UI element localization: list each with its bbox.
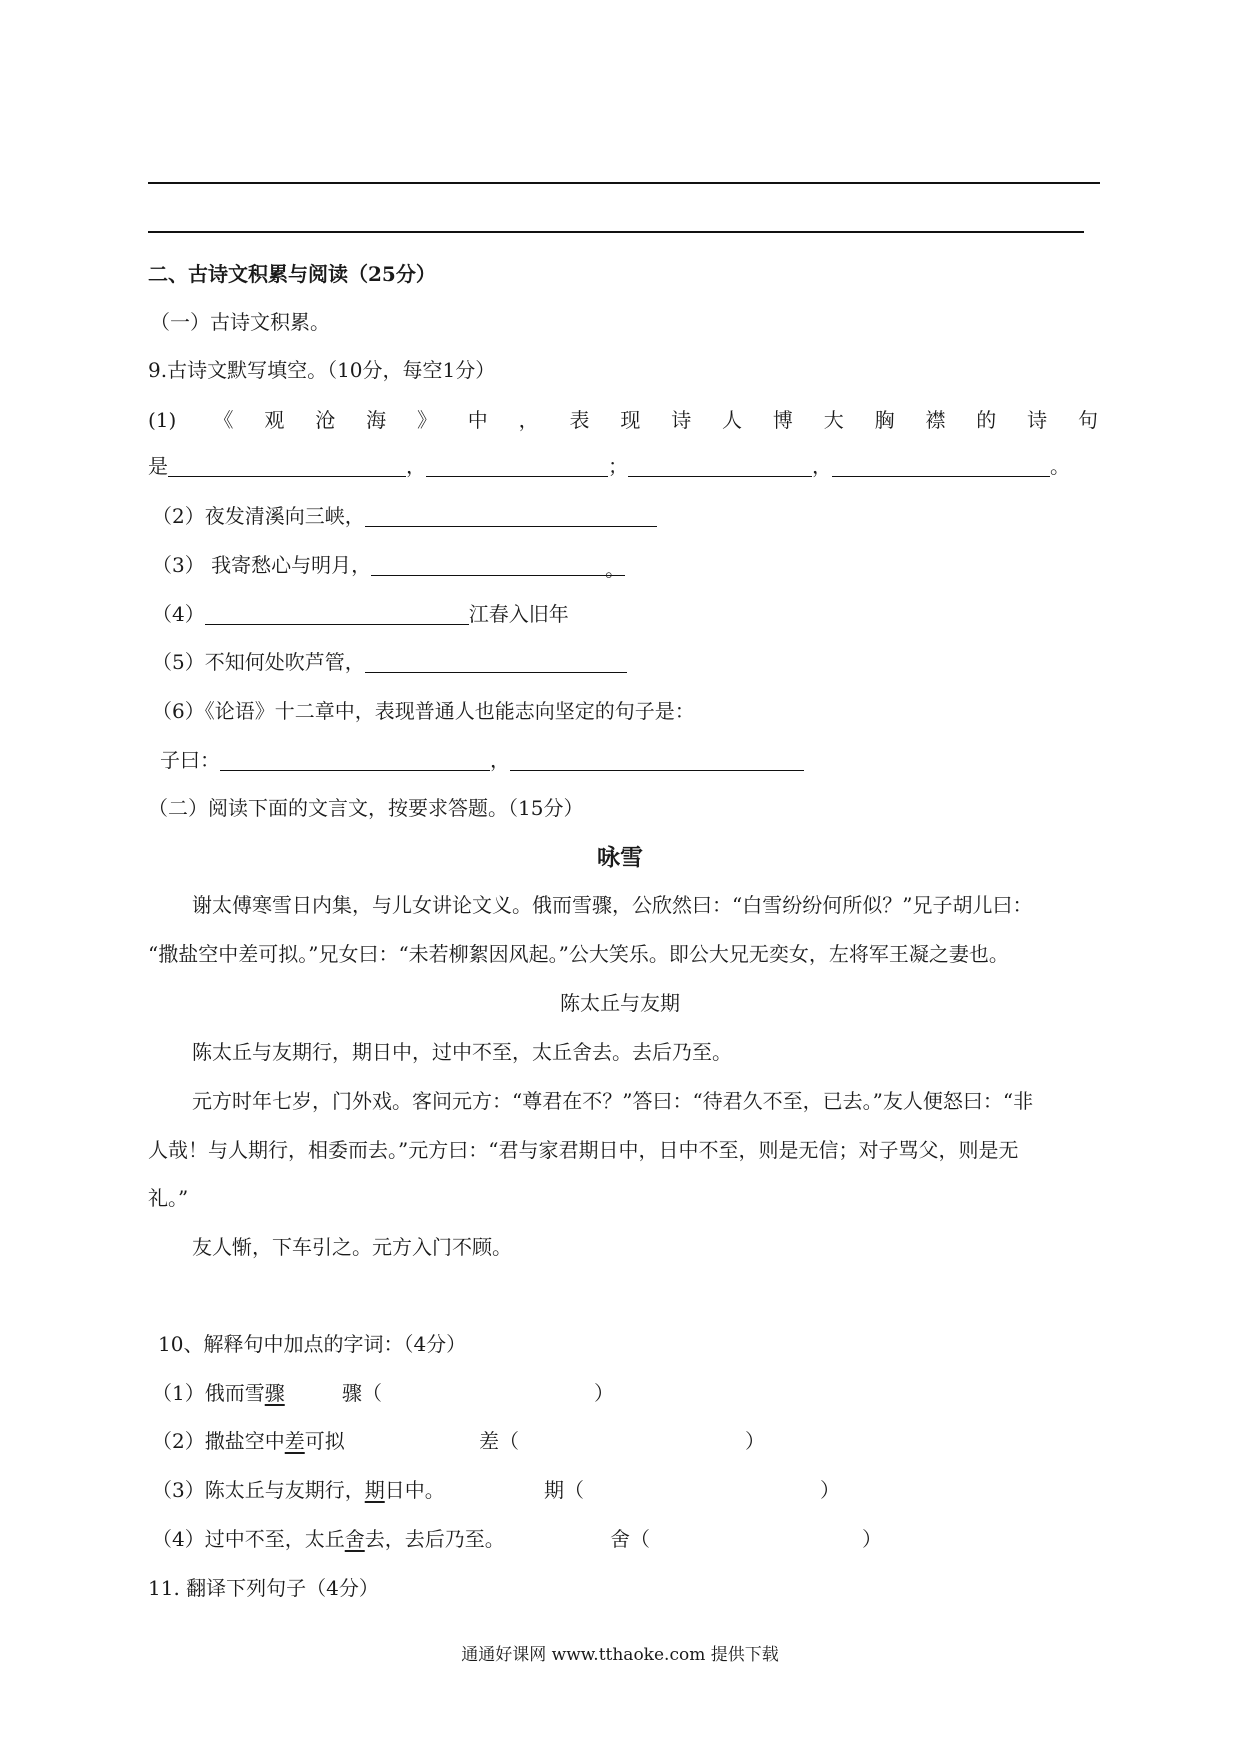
q9-item3-text: （3） 我寄愁心与明月， [152,553,372,577]
q9-item1-prefix: 是 [148,454,168,478]
passage1-line1: 谢太傅寒雪日内集，与儿女讲论文义。俄而雪骤，公欣然曰：“白雪纷纷何所似？”兄子胡儿曰： [192,893,1033,917]
answer-line-top [148,182,1100,184]
q9-item6-blank-1[interactable] [220,748,490,771]
q10-item [152,1523,505,1552]
passage2-line4: 礼。” [148,1186,189,1210]
q11-title: 11. 翻译下列句子（4分） [148,1576,379,1600]
q10-item-word: 舍 [344,1527,365,1551]
q10-item [152,1474,445,1503]
q9-item2 [152,500,657,529]
q9-item1-blank-4[interactable] [832,454,1050,477]
q9-item3 [152,549,626,581]
q9-title: 9.古诗文默写填空。（10分，每空1分） [148,358,496,382]
sep-semicolon: ； [608,454,628,478]
q9-item4 [152,598,569,627]
q10-item-char: 差（ [479,1429,519,1453]
q9-item6-prefix: 子曰： [160,748,220,772]
q10-item-close: ） [745,1429,765,1453]
q9-item5-blank[interactable] [365,650,627,673]
q10-item [152,1425,345,1454]
q9-item1-blanks [148,450,1070,479]
q10-item-pre: （3）陈太丘与友期行， [152,1478,365,1502]
passage1-title: 咏雪 [597,844,643,871]
q10-item-word: 期 [364,1478,385,1502]
q10-item-char: 骤（ [342,1381,382,1405]
passage2-line1: 陈太丘与友期行，期日中，过中不至，太丘舍去。去后乃至。 [192,1040,732,1064]
q9-item2-blank[interactable] [365,504,657,527]
q10-item-word: 骤 [264,1381,285,1405]
q10-item-post: 日中。 [384,1478,445,1502]
q9-item5 [152,646,627,675]
q10-item-post: 可拟 [304,1429,345,1453]
q10-item-close: ） [862,1527,882,1551]
q10-item-pre: （4）过中不至，太丘 [152,1527,345,1551]
q9-item4-prefix: （4） [152,602,205,626]
q9-item6: （6）《论语》十二章中，表现普通人也能志向坚定的句子是： [152,699,695,723]
q10-title: 10、解释句中加点的字词：（4分） [158,1332,467,1356]
q9-item4-blank[interactable] [205,602,469,625]
q9-item1-blank-2[interactable] [426,454,608,477]
page-footer: 通通好课网 www.tthaoke.com 提供下载 [461,1645,779,1665]
q9-item1-blank-3[interactable] [628,454,812,477]
q9-item1-blank-1[interactable] [168,454,406,477]
q9-item4-suffix: 江春入旧年 [468,602,569,626]
part1-title: （一）古诗文积累。 [150,310,330,334]
q9-item1-label: (1) 《观沧海》中，表现诗人博大胸襟的诗句 [148,408,1098,432]
q9-item3-blank[interactable] [371,553,626,581]
q10-item-char: 舍（ [610,1527,650,1551]
sep-comma: ， [812,454,832,478]
q10-item-post: 去，去后乃至。 [364,1527,505,1551]
q10-item-pre: （2）撒盐空中 [152,1429,285,1453]
passage2-line5: 友人惭，下车引之。元方入门不顾。 [192,1235,512,1259]
q9-item3-end: 。 [605,557,626,581]
q9-item6-answer [160,744,804,773]
q9-item5-text: （5）不知何处吹芦管， [152,650,365,674]
end-period: 。 [1050,454,1070,478]
q10-item-pre: （1）俄而雪 [152,1381,265,1405]
q10-item-close: ） [820,1478,840,1502]
passage2-line2: 元方时年七岁，门外戏。客问元方：“尊君在不？”答曰：“待君久不至，已去。”友人便怒曰：“非 [192,1089,1034,1113]
q9-item6-blank-2[interactable] [510,748,804,771]
passage2-line3: 人哉！与人期行，相委而去。”元方曰：“君与家君期日中，日中不至，则是无信；对子骂父，则是无 [148,1138,1019,1162]
q10-item-close: ） [594,1381,614,1405]
section-heading: 二、古诗文积累与阅读（25分） [148,262,436,286]
q10-item-answer [342,1377,614,1406]
q10-item [152,1377,285,1406]
q10-item-answer [544,1474,840,1503]
q9-item2-text: （2）夜发清溪向三峡， [152,504,365,528]
sep-comma: ， [406,454,426,478]
part2-title: （二）阅读下面的文言文，按要求答题。（15分） [148,796,584,820]
q10-item-char: 期（ [544,1478,584,1502]
passage2-title: 陈太丘与友期 [560,991,680,1015]
answer-line-second [148,231,1084,233]
passage1-line2: “撒盐空中差可拟。”兄女曰：“未若柳絮因风起。”公大笑乐。即公大兄无奕女，左将军王凝之妻也。 [148,942,1009,966]
q10-item-answer [479,1425,765,1454]
q10-item-word: 差 [284,1429,305,1453]
q9-item6-sep: ， [490,748,510,772]
q10-item-answer [610,1523,882,1552]
